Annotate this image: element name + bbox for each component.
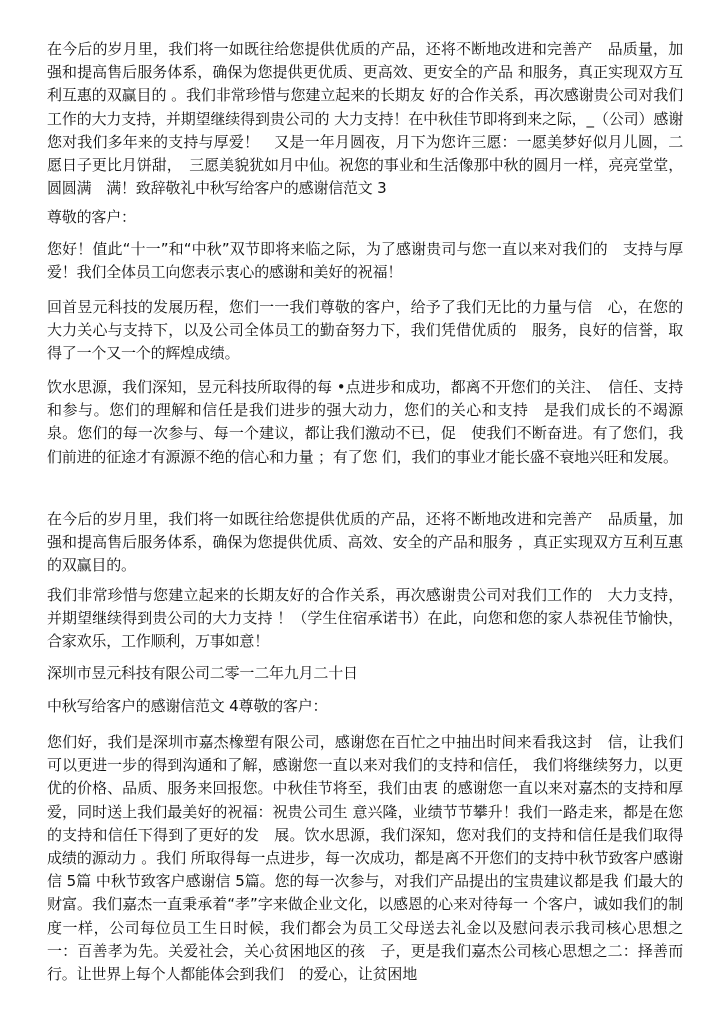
paragraph-cooperation: 我们非常珍惜与您建立起来的长期友好的合作关系，再次感谢贵公司对我们工作的 大力支持，并期望继续得到贵公司的大力支持 ！（学生住宿承诺书）在此，向您和您的家人恭祝佳节愉快，合家欢乐，工作顺利，万事如意！ — [47, 586, 683, 651]
paragraph-greeting: 您好！值此“十一”和“中秋”双节即将来临之际，为了感谢贵司与您一直以来对我们的 支持与厚爱！我们全体员工向您表示衷心的感谢和美好的祝福！ — [47, 240, 683, 282]
paragraph-closing-wishes: 在今后的岁月里，我们将一如既往给您提供优质的产品，还将不断地改进和完善产 品质量，加强和提高售后服务体系，确保为您提供更优质、更高效、更安全的产品 和服务，真正实现双方互利互惠的双赢目的 。我们非常珍惜与您建立起来的长期友 好的合作关系，再次感谢贵公司对我们工作的大力支持，并期望继续得到贵公司的 大力支持！在中秋佳节即将到来之际，_（公司）感谢您对我们多年来的支持与厚爱！ 又是一年月圆夜，月下为您许三愿：一愿美梦好似月儿圆，二愿日子更比月饼甜， 三愿美貌犹如月中仙。祝您的事业和生活像那中秋的圆月一样，亮亮堂堂，圆圆满 满！致辞敬礼中秋写给客户的感谢信范文 3 — [47, 40, 683, 198]
paragraph-signature-date: 深圳市昱元科技有限公司二零一二年九月二十日 — [47, 664, 358, 682]
paragraph-sample-4-heading: 中秋写给客户的感谢信范文 4尊敬的客户： — [47, 697, 328, 715]
paragraph-salutation: 尊敬的客户： — [47, 208, 136, 226]
paragraph-sample-4-body: 您们好，我们是深圳市嘉杰橡塑有限公司，感谢您在百忙之中抽出时间来看我这封 信，让我们可以更进一步的得到沟通和了解，感谢您一直以来对我们的支持和信任， 我们将继续努力，以更优的价格、品质、服务来回报您。中秋佳节将至，我们由衷 的感谢您一直以来对嘉杰的支持和厚爱，同时送上我们最美好的祝福：祝贵公司生 意兴隆，业绩节节攀升！我们一路走来，都是在您的支持和信任下得到了更好的发 展。饮水思源，我们深知，您对我们的支持和信任是我们取得成绩的源动力 。我们 所取得每一点进步，每一次成功，都是离不开您们的支持中秋节致客户感谢信 5篇 中秋节致客户感谢信 5篇。您的每一次参与，对我们产品提出的宝贵建议都是我 们最大的财富。我们嘉杰一直秉承着“孝”字来做企业文化，以感恩的心来对待每一 个客户，诚如我们的制度一样，公司每位员工生日时候，我们都会为员工父母送去礼金以及慰问表示我司核心思想之一：百善孝为先。关爱社会，关心贫困地区的孩 子，更是我们嘉杰公司核心思想之二：择善而行。让世界上每个人都能体会到我们 的爱心，让贫困地 — [47, 733, 683, 984]
paragraph-future: 在今后的岁月里，我们将一如既往给您提供优质的产品，还将不断地改进和完善产 品质量，加强和提高售后服务体系，确保为您提供优质、高效、安全的产品和服务 ，真正实现双方互利互惠的双赢目的。 — [47, 510, 683, 575]
paragraph-history: 回首昱元科技的发展历程，您们一一我们尊敬的客户，给予了我们无比的力量与信 心，在您的大力关心与支持下，以及公司全体员工的勤奋努力下，我们凭借优质的 服务，良好的信誉，取得了一个又一个的辉煌成绩。 — [47, 298, 683, 363]
paragraph-gratitude: 饮水思源，我们深知，昱元科技所取得的每 •点进步和成功，都离不开您们的关注、 信任、支持和参与。您们的理解和信任是我们进步的强大动力，您们的关心和支持 是我们成长的不竭源泉。您们的每一次参与、每一个建议，都让我们激动不已，促 使我们不断奋进。有了您们，我们前进的征途才有源源不绝的信心和力量 ；有了您 们，我们的事业才能长盛不衰地兴旺和发展。 — [47, 378, 683, 466]
